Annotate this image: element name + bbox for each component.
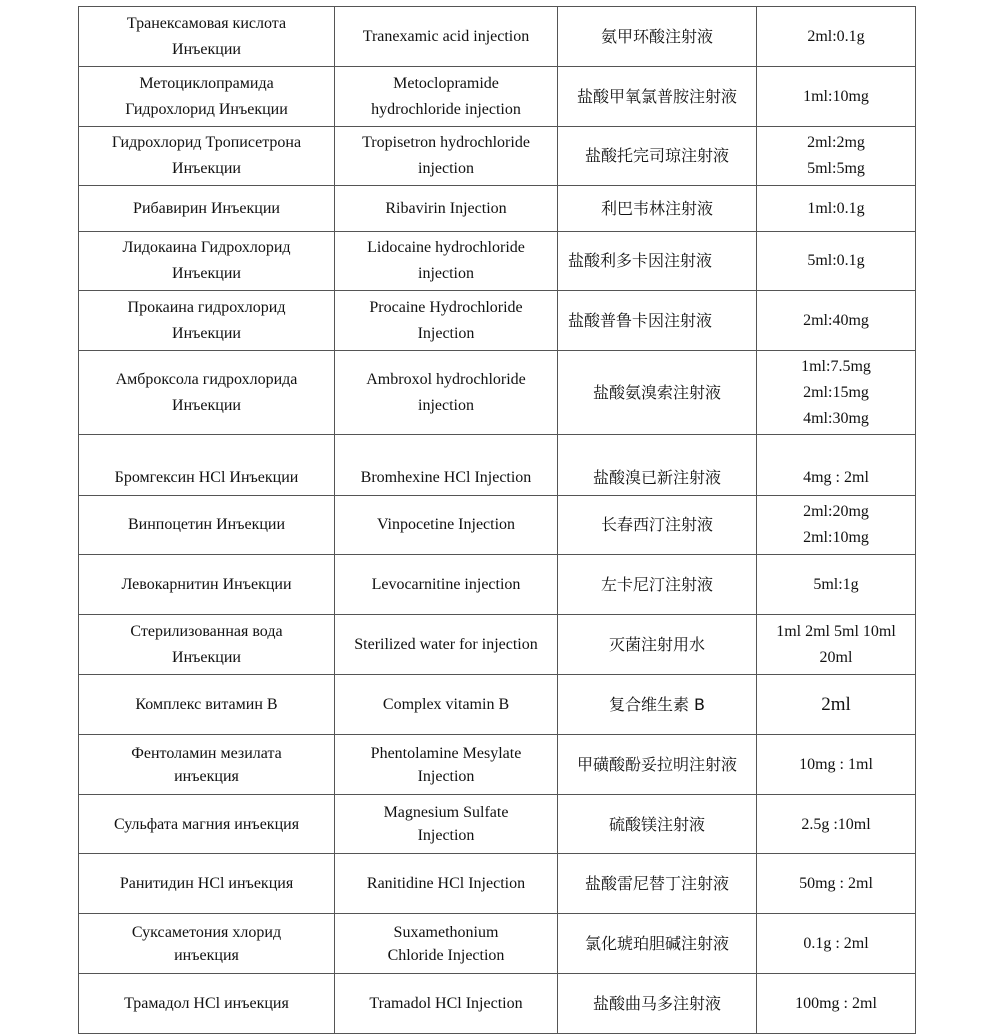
english-name-cell: Procaine Hydrochloride Injection [335, 291, 558, 351]
table-row [79, 67, 916, 127]
chinese-name-cell: 氨甲环酸注射液 [558, 7, 757, 67]
chinese-name-cell: 盐酸甲氧氯普胺注射液 [558, 67, 757, 127]
russian-name-cell: Ранитидин HCl инъекция [79, 854, 335, 914]
chinese-name-cell: 长春西汀注射液 [558, 496, 757, 555]
chinese-name-cell: 盐酸普鲁卡因注射液 [558, 291, 757, 351]
table-row [79, 232, 916, 291]
chinese-name-cell: 甲磺酸酚妥拉明注射液 [558, 735, 757, 795]
chinese-name-cell: 硫酸镁注射液 [558, 795, 757, 854]
table-row [79, 186, 916, 232]
table-row [79, 435, 916, 496]
dosage-cell: 2ml:40mg [757, 291, 916, 351]
russian-name-cell: Прокаина гидрохлорид Инъекции [79, 291, 335, 351]
dosage-cell: 1ml:7.5mg 2ml:15mg 4ml:30mg [757, 351, 916, 435]
chinese-name-cell: 利巴韦林注射液 [558, 186, 757, 232]
russian-name-cell: Трамадол HCl инъекция [79, 974, 335, 1034]
table-row [79, 127, 916, 186]
english-name-cell: Metoclopramide hydrochloride injection [335, 67, 558, 127]
russian-name-cell: Левокарнитин Инъекции [79, 555, 335, 615]
english-name-cell: Phentolamine Mesylate Injection [335, 735, 558, 795]
dosage-cell: 2ml:2mg 5ml:5mg [757, 127, 916, 186]
table-row [79, 496, 916, 555]
dosage-cell: 5ml:0.1g [757, 232, 916, 291]
russian-name-cell: Лидокаина Гидрохлорид Инъекции [79, 232, 335, 291]
dosage-cell: 2ml:20mg 2ml:10mg [757, 496, 916, 555]
russian-name-cell: Бромгексин HCl Инъекции [79, 435, 335, 496]
english-name-cell: Vinpocetine Injection [335, 496, 558, 555]
dosage-cell: 5ml:1g [757, 555, 916, 615]
table-row [79, 735, 916, 795]
english-name-cell: Ribavirin Injection [335, 186, 558, 232]
russian-name-cell: Фентоламин мезилата инъекция [79, 735, 335, 795]
dosage-cell: 1ml:10mg [757, 67, 916, 127]
chinese-name-cell: 灭菌注射用水 [558, 615, 757, 675]
english-name-cell: Levocarnitine injection [335, 555, 558, 615]
chinese-name-cell: 氯化琥珀胆碱注射液 [558, 914, 757, 974]
table-row [79, 615, 916, 675]
drug-table [78, 6, 916, 1034]
russian-name-cell: Комплекс витамин В [79, 675, 335, 735]
chinese-name-cell: 复合维生素 B [558, 675, 757, 735]
english-name-cell: Bromhexine HCl Injection [335, 435, 558, 496]
russian-name-cell: Метоциклопрамида Гидрохлорид Инъекции [79, 67, 335, 127]
russian-name-cell: Стерилизованная вода Инъекции [79, 615, 335, 675]
russian-name-cell: Винпоцетин Инъекции [79, 496, 335, 555]
english-name-cell: Complex vitamin B [335, 675, 558, 735]
chinese-name-cell: 左卡尼汀注射液 [558, 555, 757, 615]
dosage-cell: 2.5g :10ml [757, 795, 916, 854]
english-name-cell: Ranitidine HCl Injection [335, 854, 558, 914]
dosage-cell: 2ml [757, 675, 916, 735]
table-row [79, 351, 916, 435]
russian-name-cell: Рибавирин Инъекции [79, 186, 335, 232]
table-row [79, 914, 916, 974]
table-row [79, 974, 916, 1034]
dosage-cell: 1ml 2ml 5ml 10ml 20ml [757, 615, 916, 675]
chinese-name-cell: 盐酸溴已新注射液 [558, 435, 757, 496]
table-row [79, 795, 916, 854]
english-name-cell: Lidocaine hydrochloride injection [335, 232, 558, 291]
english-name-cell: Tropisetron hydrochloride injection [335, 127, 558, 186]
chinese-name-cell: 盐酸雷尼替丁注射液 [558, 854, 757, 914]
russian-name-cell: Транексамовая кислота Инъекции [79, 7, 335, 67]
table-row [79, 291, 916, 351]
english-name-cell: Sterilized water for injection [335, 615, 558, 675]
table-row [79, 7, 916, 67]
english-name-cell: Magnesium Sulfate Injection [335, 795, 558, 854]
dosage-cell: 10mg : 1ml [757, 735, 916, 795]
dosage-cell: 2ml:0.1g [757, 7, 916, 67]
russian-name-cell: Амброксола гидрохлорида Инъекции [79, 351, 335, 435]
russian-name-cell: Сульфата магния инъекция [79, 795, 335, 854]
table-row [79, 675, 916, 735]
dosage-cell: 50mg : 2ml [757, 854, 916, 914]
chinese-name-cell: 盐酸氨溴索注射液 [558, 351, 757, 435]
dosage-cell: 1ml:0.1g [757, 186, 916, 232]
table-row [79, 854, 916, 914]
chinese-name-cell: 盐酸托完司琼注射液 [558, 127, 757, 186]
dosage-cell: 100mg : 2ml [757, 974, 916, 1034]
dosage-cell: 0.1g : 2ml [757, 914, 916, 974]
english-name-cell: Ambroxol hydrochloride injection [335, 351, 558, 435]
chinese-name-cell: 盐酸利多卡因注射液 [558, 232, 757, 291]
english-name-cell: Tramadol HCl Injection [335, 974, 558, 1034]
russian-name-cell: Суксаметония хлорид инъекция [79, 914, 335, 974]
english-name-cell: Tranexamic acid injection [335, 7, 558, 67]
table-row [79, 555, 916, 615]
english-name-cell: Suxamethonium Chloride Injection [335, 914, 558, 974]
russian-name-cell: Гидрохлорид Трописетрона Инъекции [79, 127, 335, 186]
chinese-name-cell: 盐酸曲马多注射液 [558, 974, 757, 1034]
dosage-cell: 4mg : 2ml [757, 435, 916, 496]
